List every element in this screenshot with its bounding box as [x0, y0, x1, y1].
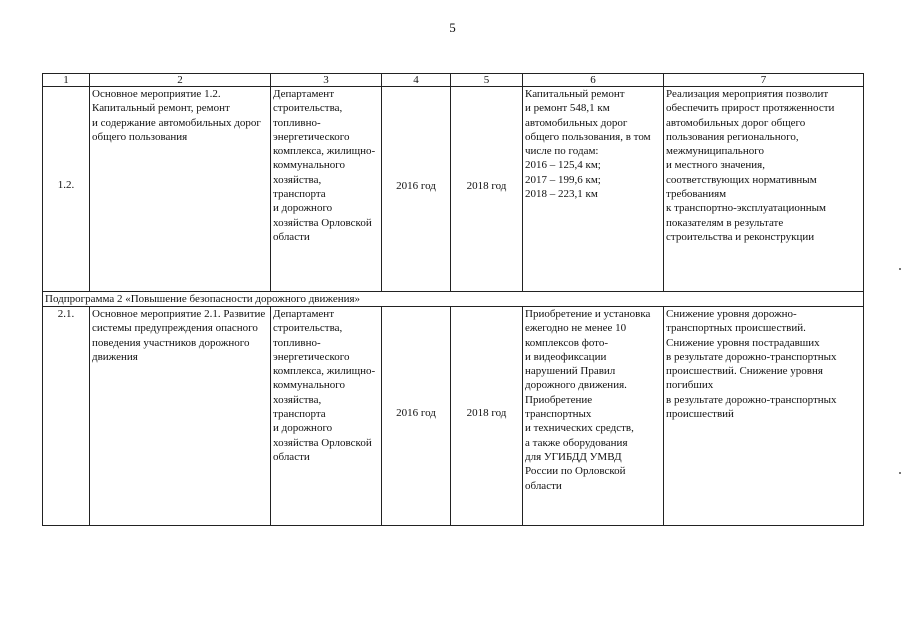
end-year-cell: 2018 год	[451, 307, 523, 526]
table-row	[43, 87, 864, 292]
subprogram-title: Подпрограмма 2 «Повышение безопасности дорожного движения»	[43, 292, 864, 307]
start-year-cell: 2016 год	[382, 87, 451, 292]
column-header: 1	[43, 74, 90, 87]
column-header: 2	[90, 74, 271, 87]
table-header-row	[43, 74, 864, 87]
start-year-cell: 2016 год	[382, 307, 451, 526]
executor-cell: Департамент строительства, топливно- энергетического комплекса, жилищно- коммунального хозяйства, транспорта и дорожного хозяйства Орловской области	[271, 307, 382, 526]
row-number: 2.1.	[43, 307, 90, 526]
column-header: 4	[382, 74, 451, 87]
event-name-cell: Основное мероприятие 1.2. Капитальный ремонт, ремонт и содержание автомобильных дорог общего пользования	[90, 87, 271, 292]
expected-result-cell: Капитальный ремонт и ремонт 548,1 км автомобильных дорог общего пользования, в том числе по годам: 2016 – 125,4 км; 2017 – 199,6 км; 2018 – 223,1 км	[523, 87, 664, 292]
end-year-cell: 2018 год	[451, 87, 523, 292]
expected-result-cell: Приобретение и установка ежегодно не менее 10 комплексов фото- и видеофиксации нарушений Правил дорожного движения. Приобретение транспортных и технических средств, а также оборудования для УГИБДД УМВД России по Орловской области	[523, 307, 664, 526]
table-row	[43, 307, 864, 526]
event-name-cell: Основное мероприятие 2.1. Развитие системы предупреждения опасного поведения участников дорожного движения	[90, 307, 271, 526]
column-header: 7	[664, 74, 864, 87]
program-events-table	[42, 73, 864, 526]
column-header: 5	[451, 74, 523, 87]
scan-speck	[899, 472, 901, 474]
column-header: 6	[523, 74, 664, 87]
effect-cell: Снижение уровня дорожно- транспортных происшествий. Снижение уровня пострадавших в результате дорожно-транспортных происшествий. Снижение уровня погибших в результате дорожно-транспортных происшествий	[664, 307, 864, 526]
executor-cell: Департамент строительства, топливно- энергетического комплекса, жилищно- коммунального хозяйства, транспорта и дорожного хозяйства Орловской области	[271, 87, 382, 292]
subprogram-row	[43, 292, 864, 307]
column-header: 3	[271, 74, 382, 87]
page-number: 5	[449, 20, 456, 35]
row-number: 1.2.	[43, 87, 90, 292]
scan-speck	[899, 268, 901, 270]
effect-cell: Реализация мероприятия позволит обеспечить прирост протяженности автомобильных дорог общего пользования регионального, межмуниципального и местного значения, соответствующих нормативным требованиям к транспортно-эксплуатационным показателям в результате строительства и реконструкции	[664, 87, 864, 292]
